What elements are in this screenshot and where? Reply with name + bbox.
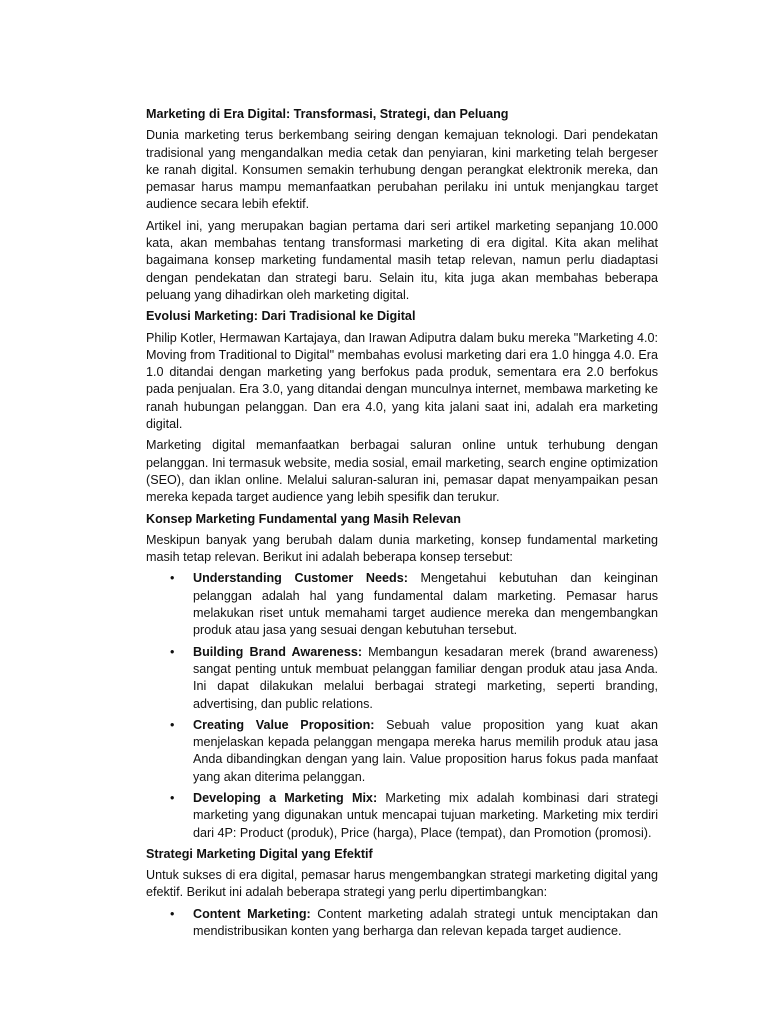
bullet-icon: • xyxy=(170,571,175,586)
evolusi-paragraph-1: Philip Kotler, Hermawan Kartajaya, dan Irawan Adiputra dalam buku mereka "Marketing 4.0: Moving from Traditional to Digital" membahas evolusi marketing dari era 1.0 hingga 4.0. Era 1.0 ditandai dengan marketing yang berfokus pada produk, sementara era 2.0 berfokus pada penjualan. Era 3.0, yang ditandai dengan munculnya internet, membawa marketing ke ranah hubungan pelanggan. Dan era 4.0, yang kita jalani saat ini, adalah era marketing digital. xyxy=(146,330,658,432)
section-heading-evolusi: Evolusi Marketing: Dari Tradisional ke Digital xyxy=(146,309,416,324)
intro-paragraph-1: Dunia marketing terus berkembang seiring dengan kemajuan teknologi. Dari pendekatan tradisional yang mengandalkan media cetak dan penyiaran, kini marketing telah bergeser ke ranah digital. Konsumen semakin terhubung dengan perangkat elektronik mereka, dan pemasar harus mampu memanfaatkan perubahan perilaku ini untuk menjangkau target audience secara lebih efektif. xyxy=(146,128,658,212)
section-heading-konsep: Konsep Marketing Fundamental yang Masih Relevan xyxy=(146,511,461,526)
list-item xyxy=(146,570,658,639)
list-item-term: Creating Value Proposition: xyxy=(193,717,375,732)
bullet-icon: • xyxy=(170,790,175,805)
list-item xyxy=(146,906,658,941)
list-item xyxy=(146,717,658,786)
list-item-text: Mengetahui kebutuhan dan keinginan pelanggan adalah hal yang fundamental dalam marketing. Pemasar harus melakukan riset untuk memahami target audience mereka dan mengembangkan produk atau jasa yang sesuai dengan kebutuhan tersebut. xyxy=(193,571,658,638)
list-item-text: Content marketing adalah strategi untuk menciptakan dan mendistribusikan konten yang berharga dan relevan kepada target audience. xyxy=(193,906,658,939)
list-item xyxy=(146,790,658,842)
evolusi-paragraph-2: Marketing digital memanfaatkan berbagai saluran online untuk terhubung dengan pelanggan. Ini termasuk website, media sosial, email marketing, search engine optimization (SEO), dan iklan online. Melalui saluran-saluran ini, pemasar dapat menyampaikan pesan mereka kepada target audience yang lebih spesifik dan terukur. xyxy=(146,438,658,505)
list-item-text: Membangun kesadaran merek (brand awareness) sangat penting untuk membuat pelanggan familiar dengan produk atau jasa Anda. Ini dapat dilakukan melalui berbagai strategi marketing, seperti branding, advertising, dan public relations. xyxy=(193,644,659,711)
strategi-intro: Untuk sukses di era digital, pemasar harus mengembangkan strategi marketing digital yang efektif. Berikut ini adalah beberapa strategi yang perlu dipertimbangkan: xyxy=(146,868,658,900)
konsep-intro: Meskipun banyak yang berubah dalam dunia marketing, konsep fundamental marketing masih tetap relevan. Berikut ini adalah beberapa konsep tersebut: xyxy=(146,532,658,565)
document-title: Marketing di Era Digital: Transformasi, Strategi, dan Peluang xyxy=(146,107,509,121)
strategi-list xyxy=(146,906,658,941)
list-item-term: Developing a Marketing Mix: xyxy=(193,790,378,805)
document-body xyxy=(146,106,658,944)
bullet-icon: • xyxy=(170,906,175,921)
section-heading-strategi: Strategi Marketing Digital yang Efektif xyxy=(146,846,373,861)
bullet-icon: • xyxy=(170,644,175,659)
list-item-text: Sebuah value proposition yang kuat akan menjelaskan kepada pelanggan mengapa mereka harus memilih produk atau jasa Anda dibandingkan dengan yang lain. Value proposition harus fokus pada manfaat yang akan diterima pelanggan. xyxy=(193,717,658,784)
list-item-term: Building Brand Awareness: xyxy=(193,644,363,659)
list-item-term: Content Marketing: xyxy=(193,906,311,921)
list-item-term: Understanding Customer Needs: xyxy=(193,571,408,586)
bullet-icon: • xyxy=(170,717,175,732)
list-item xyxy=(146,644,658,713)
intro-paragraph-2: Artikel ini, yang merupakan bagian pertama dari seri artikel marketing sepanjang 10.000 kata, akan membahas tentang transformasi marketing di era digital. Kita akan melihat bagaimana konsep marketing fundamental masih tetap relevan, namun perlu diadaptasi dengan pendekatan dan strategi baru. Selain itu, kita juga akan membahas beberapa peluang yang dihadirkan oleh marketing digital. xyxy=(146,218,658,302)
list-item-text: Marketing mix adalah kombinasi dari strategi marketing yang digunakan untuk mencapai tujuan marketing. Marketing mix terdiri dari 4P: Product (produk), Price (harga), Place (tempat), dan Promotion (promosi). xyxy=(193,790,659,840)
konsep-list xyxy=(146,570,658,841)
